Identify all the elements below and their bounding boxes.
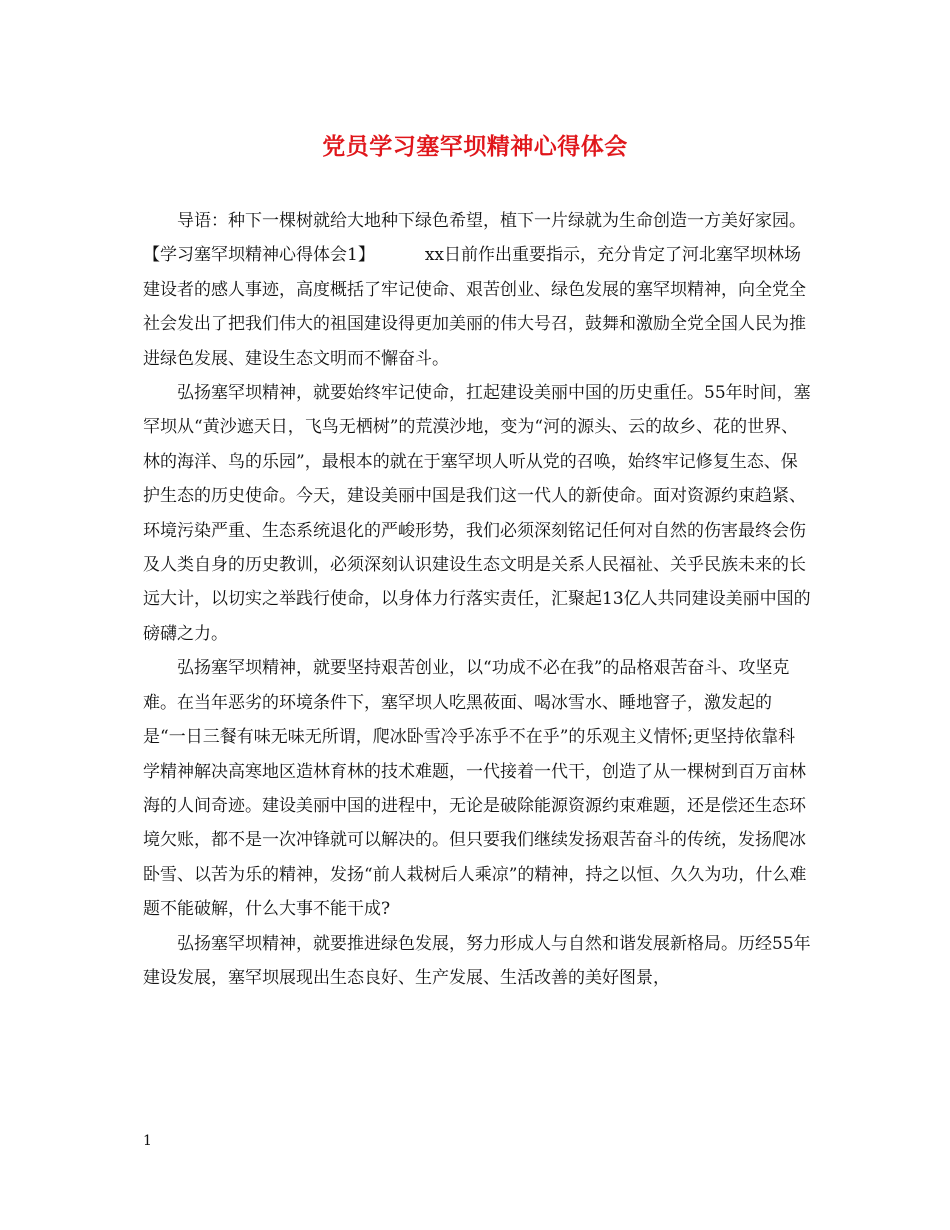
section-heading-paragraph [143, 238, 811, 376]
document-body [143, 204, 811, 995]
section-first-paragraph: xx日前作出重要指示，充分肯定了河北塞罕坝林场建设者的感人事迹，高度概括了牢记使命、艰苦创业、绿色发展的塞罕坝精神，向全党全社会发出了把我们伟大的祖国建设得更加美丽的伟大号召，鼓舞和激励全党全国人民为推进绿色发展、建设生态文明而不懈奋斗。 [143, 245, 806, 369]
body-paragraph-2: 弘扬塞罕坝精神，就要坚持艰苦创业，以“功成不必在我”的品格艰苦奋斗、攻坚克难。在当年恶劣的环境条件下，塞罕坝人吃黑莜面、喝冰雪水、睡地窨子，激发起的是“一日三餐有味无味无所谓，爬冰卧雪冷乎冻乎不在乎”的乐观主义情怀;更坚持依靠科学精神解决高寒地区造林育林的技术难题，一代接着一代干，创造了从一棵树到百万亩林海的人间奇迹。建设美丽中国的进程中，无论是破除能源资源约束难题，还是偿还生态环境欠账，都不是一次冲锋就可以解决的。但只要我们继续发扬艰苦奋斗的传统，发扬爬冰卧雪、以苦为乐的精神，发扬“前人栽树后人乘凉”的精神，持之以恒、久久为功，什么难题不能破解，什么大事不能干成? [143, 658, 807, 920]
document-title: 党员学习塞罕坝精神心得体会 [322, 133, 628, 160]
body-paragraph-3: 弘扬塞罕坝精神，就要推进绿色发展，努力形成人与自然和谐发展新格局。历经55年建设发展，塞罕坝展现出生态良好、生产发展、生活改善的美好图景， [143, 933, 811, 988]
page-number: 1 [143, 1133, 152, 1149]
intro-paragraph: 导语：种下一棵树就给大地种下绿色希望，植下一片绿就为生命创造一方美好家园。 [177, 211, 806, 231]
section-heading: 【学习塞罕坝精神心得体会1】 [143, 245, 375, 266]
body-paragraph-1: 弘扬塞罕坝精神，就要始终牢记使命，扛起建设美丽中国的历史重任。55年时间，塞罕坝从“黄沙遮天日，飞鸟无栖树”的荒漠沙地，变为“河的源头、云的故乡、花的世界、林的海洋、鸟的乐园”，最根本的就在于塞罕坝人听从党的召唤，始终牢记修复生态、保护生态的历史使命。今天，建设美丽中国是我们这一代人的新使命。面对资源约束趋紧、环境污染严重、生态系统退化的严峻形势，我们必须深刻铭记任何对自然的伤害最终会伤及人类自身的历史教训，必须深刻认识建设生态文明是关系人民福祉、关乎民族未来的长远大计，以切实之举践行使命，以身体力行落实责任，汇聚起13亿人共同建设美丽中国的磅礴之力。 [143, 383, 811, 644]
